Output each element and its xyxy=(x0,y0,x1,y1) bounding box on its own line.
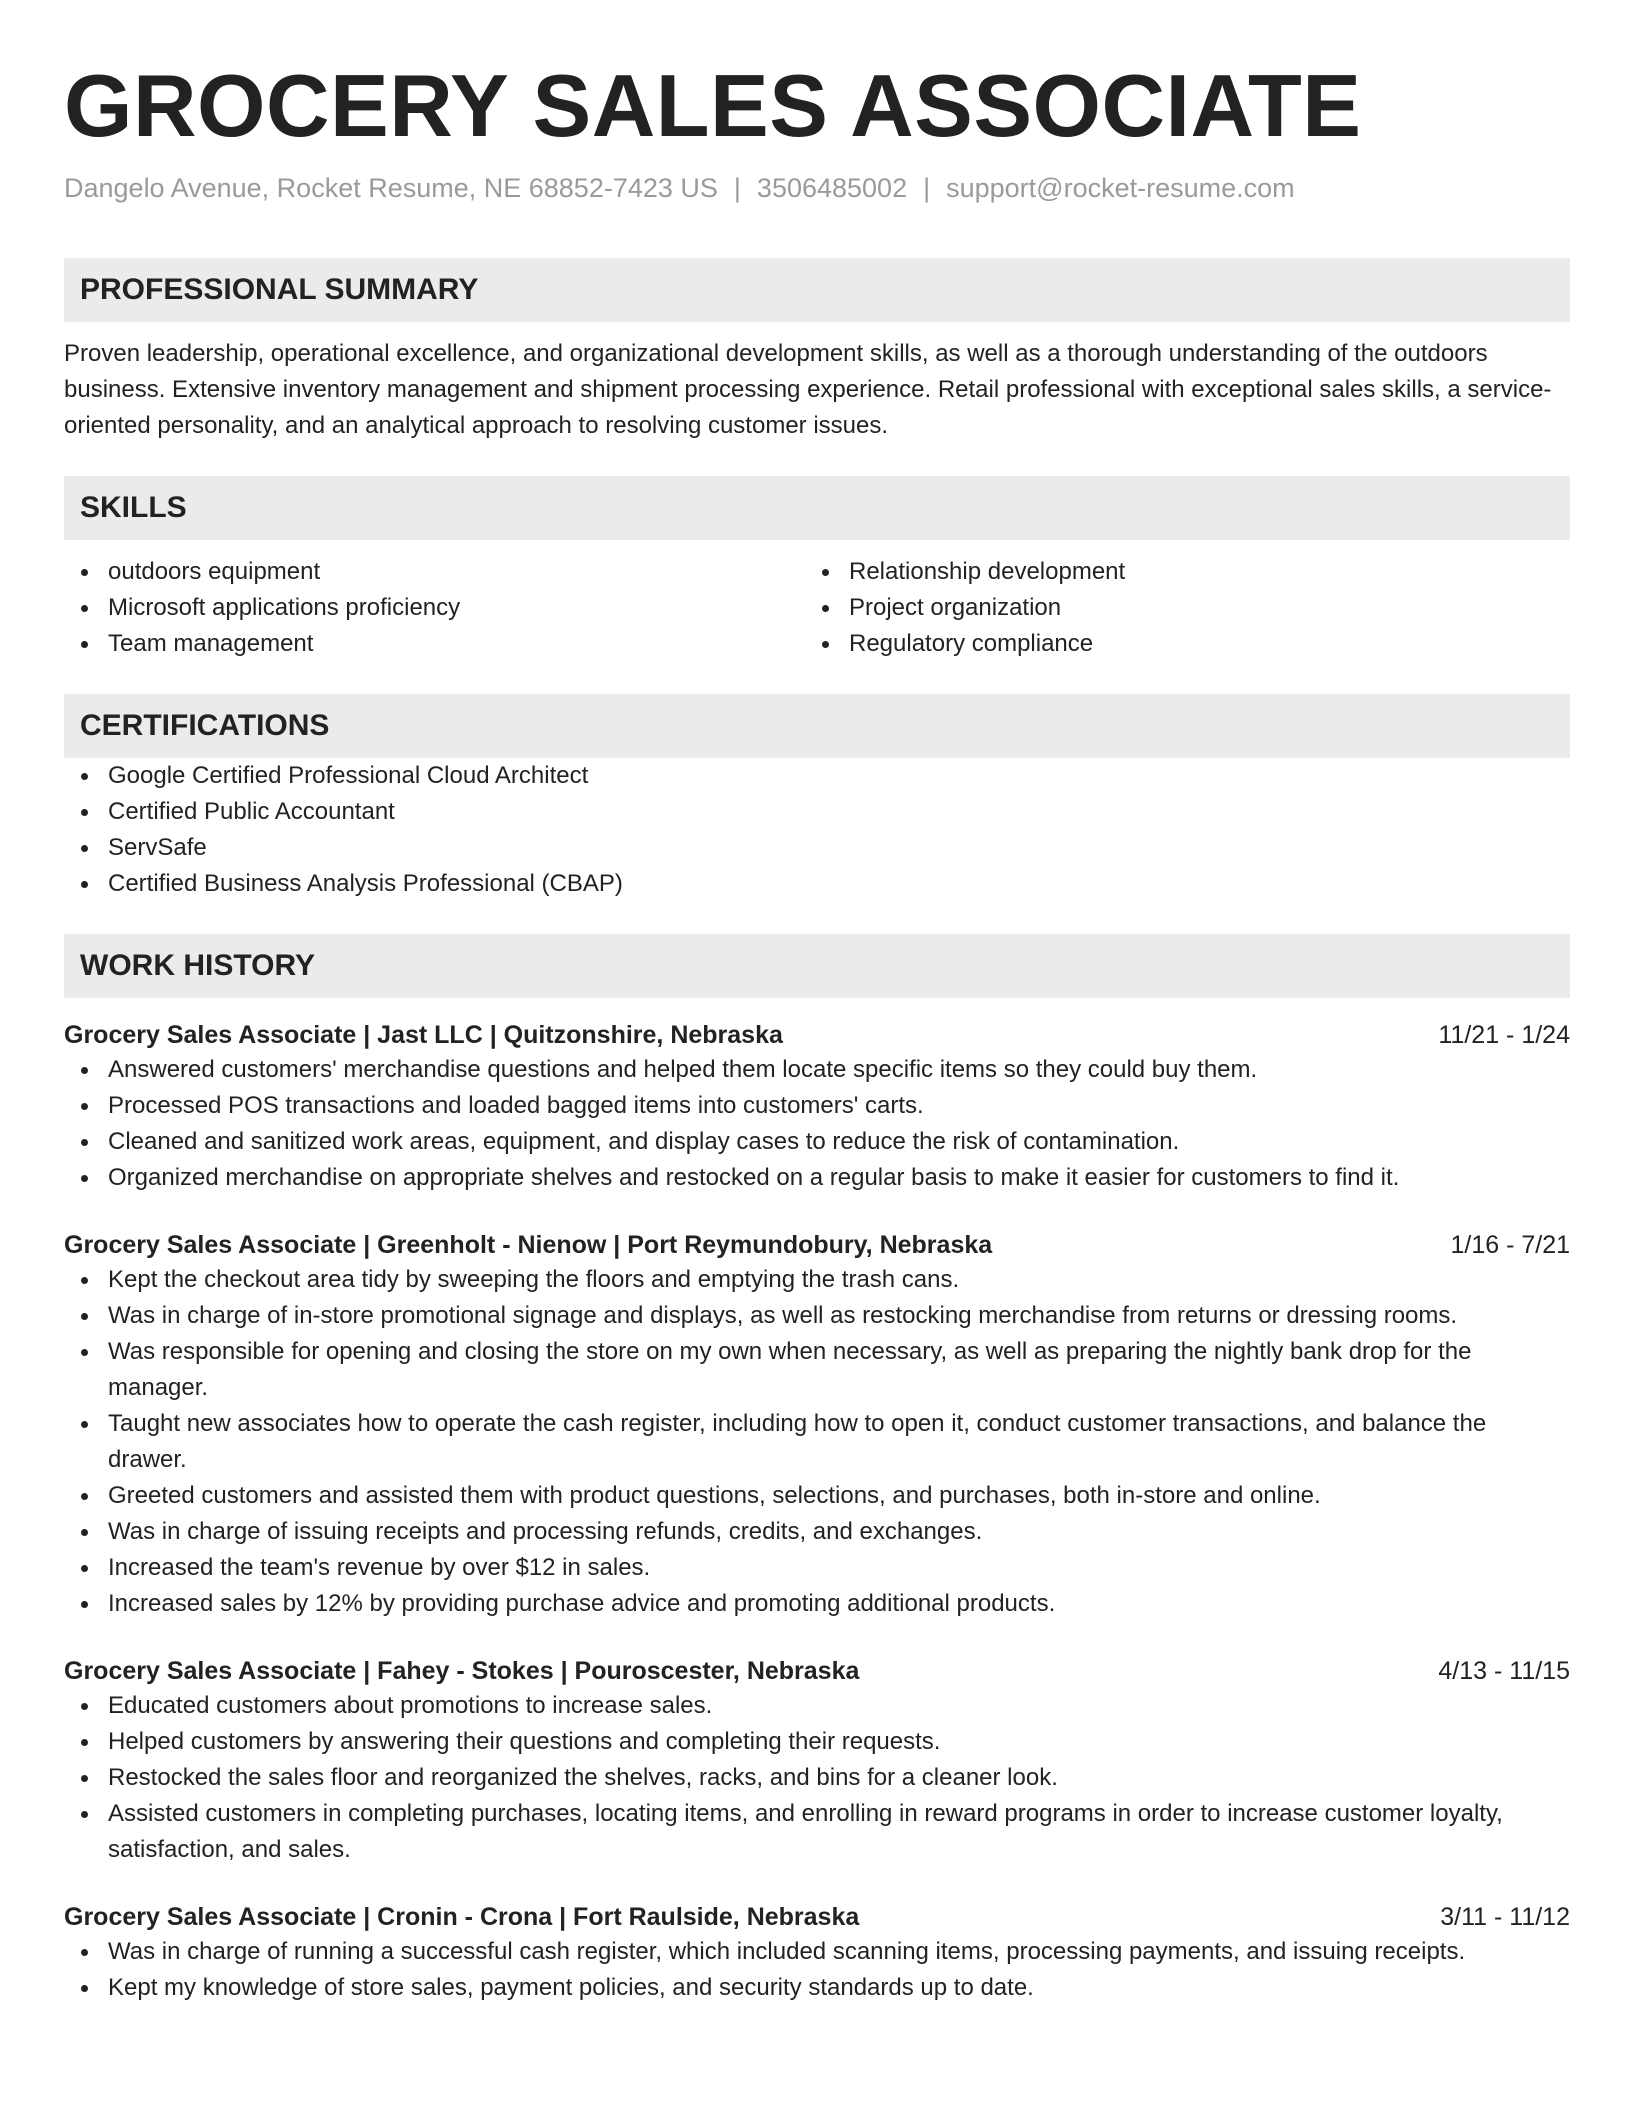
job-bullet: Was responsible for opening and closing the store on my own when necessary, as well as preparing the nightly bank drop for the manager. xyxy=(64,1334,1570,1406)
resume-name: GROCERY SALES ASSOCIATE xyxy=(64,56,1362,155)
summary-heading: PROFESSIONAL SUMMARY xyxy=(64,258,1570,322)
certification-item: Certified Business Analysis Professional (CBAP) xyxy=(64,866,1570,902)
job-bullet: Processed POS transactions and loaded bagged items into customers' carts. xyxy=(64,1088,1570,1124)
job-bullet-list xyxy=(64,1262,1570,1622)
job-bullet: Answered customers' merchandise questions and helped them locate specific items so they could buy them. xyxy=(64,1052,1570,1088)
resume-page xyxy=(64,0,1570,2006)
job-bullet-list xyxy=(64,1052,1570,1196)
job-title: Grocery Sales Associate | Jast LLC | Quitzonshire, Nebraska xyxy=(64,1021,783,1049)
job-bullet: Organized merchandise on appropriate shelves and restocked on a regular basis to make it easier for customers to find it. xyxy=(64,1160,1570,1196)
certifications-heading: CERTIFICATIONS xyxy=(64,694,1570,758)
job-bullet: Increased sales by 12% by providing purchase advice and promoting additional products. xyxy=(64,1586,1570,1622)
contact-separator: | xyxy=(733,173,741,203)
job-bullet: Helped customers by answering their questions and completing their requests. xyxy=(64,1724,1570,1760)
skills-heading: SKILLS xyxy=(64,476,1570,540)
certification-list xyxy=(64,758,1570,902)
job-bullet: Kept the checkout area tidy by sweeping the floors and emptying the trash cans. xyxy=(64,1262,1570,1298)
contact-address: Dangelo Avenue, Rocket Resume, NE 68852-7423 US xyxy=(64,173,718,203)
certifications-section xyxy=(64,694,1570,902)
job-bullet: Taught new associates how to operate the cash register, including how to open it, conduct customer transactions, and balance the drawer. xyxy=(64,1406,1570,1478)
job-bullet: Was in charge of issuing receipts and processing refunds, credits, and exchanges. xyxy=(64,1514,1570,1550)
job-entry xyxy=(64,1018,1570,1196)
job-dates: 1/16 - 7/21 xyxy=(1450,1231,1570,1259)
job-header xyxy=(64,1228,1570,1262)
job-entry xyxy=(64,1654,1570,1868)
skill-item: Project organization xyxy=(805,590,1546,626)
job-header xyxy=(64,1018,1570,1052)
job-title: Grocery Sales Associate | Greenholt - Nienow | Port Reymundobury, Nebraska xyxy=(64,1231,993,1259)
certification-item: ServSafe xyxy=(64,830,1570,866)
job-bullet: Educated customers about promotions to increase sales. xyxy=(64,1688,1570,1724)
job-bullet: Increased the team's revenue by over $12 in sales. xyxy=(64,1550,1570,1586)
job-bullet-list xyxy=(64,1688,1570,1868)
job-dates: 4/13 - 11/15 xyxy=(1438,1657,1570,1685)
work-history-heading: WORK HISTORY xyxy=(64,934,1570,998)
job-title: Grocery Sales Associate | Fahey - Stokes | Pouroscester, Nebraska xyxy=(64,1657,860,1685)
job-bullet: Greeted customers and assisted them with product questions, selections, and purchases, both in-store and online. xyxy=(64,1478,1570,1514)
job-bullet: Restocked the sales floor and reorganized the shelves, racks, and bins for a cleaner look. xyxy=(64,1760,1570,1796)
work-history-section xyxy=(64,934,1570,2006)
job-bullet: Kept my knowledge of store sales, payment policies, and security standards up to date. xyxy=(64,1970,1570,2006)
summary-text: Proven leadership, operational excellence, and organizational development skills, as well as a thorough understanding of the outdoors business. Extensive inventory management and shipment processing experience. Retail professional with exceptional sales skills, a service-oriented personality, and an analytical approach to resolving customer issues. xyxy=(64,340,1552,439)
job-bullet: Assisted customers in completing purchases, locating items, and enrolling in reward programs in order to increase customer loyalty, satisfaction, and sales. xyxy=(64,1796,1570,1868)
certification-item: Certified Public Accountant xyxy=(64,794,1570,830)
contact-email: support@rocket-resume.com xyxy=(946,173,1295,203)
job-dates: 3/11 - 11/12 xyxy=(1440,1903,1570,1931)
job-entry xyxy=(64,1900,1570,2006)
job-bullet-list xyxy=(64,1934,1570,2006)
job-header xyxy=(64,1900,1570,1934)
contact-phone: 3506485002 xyxy=(756,173,908,203)
skill-item: outdoors equipment xyxy=(64,554,805,590)
job-header xyxy=(64,1654,1570,1688)
certification-item: Google Certified Professional Cloud Architect xyxy=(64,758,1570,794)
job-title: Grocery Sales Associate | Cronin - Crona | Fort Raulside, Nebraska xyxy=(64,1903,860,1931)
skill-item: Relationship development xyxy=(805,554,1546,590)
skills-column-right xyxy=(805,554,1546,662)
job-dates: 11/21 - 1/24 xyxy=(1438,1021,1570,1049)
job-bullet: Was in charge of running a successful cash register, which included scanning items, processing payments, and issuing receipts. xyxy=(64,1934,1570,1970)
skill-item: Team management xyxy=(64,626,805,662)
skill-item: Regulatory compliance xyxy=(805,626,1546,662)
skills-section xyxy=(64,476,1570,662)
contact-line xyxy=(64,170,1570,206)
job-bullet: Cleaned and sanitized work areas, equipment, and display cases to reduce the risk of contamination. xyxy=(64,1124,1570,1160)
skills-grid xyxy=(64,554,1570,662)
contact-separator: | xyxy=(923,173,931,203)
skills-column-left xyxy=(64,554,805,662)
skill-item: Microsoft applications proficiency xyxy=(64,590,805,626)
job-entry xyxy=(64,1228,1570,1622)
job-bullet: Was in charge of in-store promotional signage and displays, as well as restocking merchandise from returns or dressing rooms. xyxy=(64,1298,1570,1334)
summary-section xyxy=(64,258,1570,444)
